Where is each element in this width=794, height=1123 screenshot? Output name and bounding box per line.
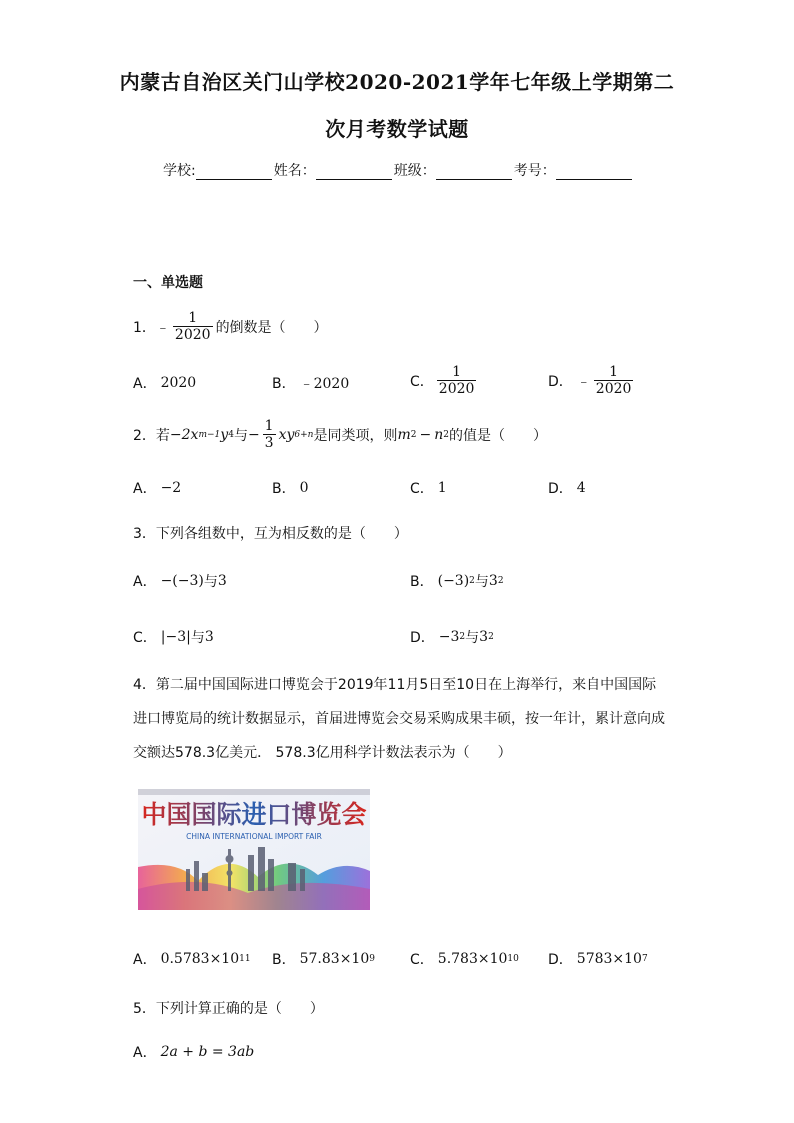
- q2-expr-n-exp: 2: [443, 429, 449, 440]
- frac-den: 3: [264, 435, 274, 451]
- q2-number: 2．: [133, 427, 156, 444]
- q2-term1-exp2: 4: [228, 429, 234, 440]
- q2-expr-m: m: [397, 426, 411, 443]
- question-5: [133, 998, 324, 1018]
- q3-option-d[interactable]: [410, 627, 494, 647]
- q2-term2: xy: [278, 426, 295, 443]
- q4-option-c[interactable]: [410, 949, 519, 969]
- q1-frac-den: 2020: [174, 327, 211, 343]
- q2-suffix: 的值是（ ）: [449, 427, 547, 444]
- option-label: B．: [272, 952, 296, 968]
- option-label: B．: [272, 481, 296, 497]
- name-label: 姓名：: [273, 163, 316, 179]
- expo-banner-image: [138, 789, 370, 910]
- q3-option-a[interactable]: [133, 571, 227, 591]
- option-label: A．: [133, 376, 157, 392]
- q4-line1: 4．第二届中国国际进口博览会于2019年11月5日至10日在上海举行，来自中国国际: [133, 677, 657, 693]
- exam-title-line2: 次月考数学试题: [325, 117, 469, 141]
- option-label: C．: [133, 630, 157, 646]
- option-right-exp: 2: [497, 576, 504, 586]
- q1-frac-num: 1: [188, 310, 198, 326]
- expo-banner-subtitle: CHINA INTERNATIONAL IMPORT FAIR: [186, 832, 322, 841]
- q2-option-c[interactable]: [410, 478, 447, 498]
- option-connector: 与: [190, 630, 205, 646]
- option-connector: 与: [465, 630, 480, 646]
- q1-option-b[interactable]: [272, 373, 349, 393]
- option-label: C．: [410, 373, 434, 390]
- option-label: B．: [272, 376, 296, 392]
- option-exp: 11: [239, 954, 251, 964]
- option-text: 1: [437, 480, 447, 496]
- q2-term1-exp1: m−1: [198, 429, 221, 440]
- option-mantissa: 5.783×10: [437, 951, 508, 967]
- option-exp: 7: [641, 954, 648, 964]
- frac-num: 1: [264, 418, 274, 434]
- option-label: A．: [133, 952, 157, 968]
- option-label: D．: [548, 952, 573, 968]
- frac-num: 1: [609, 364, 619, 380]
- q2-expr-n: n: [434, 426, 444, 443]
- option-expr: 2a + b = 3ab: [160, 1044, 255, 1060]
- option-exp: 9: [369, 954, 375, 964]
- student-info-row: [163, 160, 634, 180]
- q1-option-d[interactable]: [548, 364, 636, 397]
- q1-c-fraction: [437, 364, 477, 397]
- option-base: (−3): [437, 573, 470, 589]
- q2-minus: −: [247, 426, 260, 443]
- q2-option-b[interactable]: [272, 478, 309, 498]
- option-text: 0: [299, 480, 309, 496]
- option-exp: 2: [469, 576, 475, 586]
- q2-mid-text: 是同类项，则: [313, 427, 398, 444]
- frac-num: 1: [452, 364, 462, 380]
- q2-term2-exp: 6+n: [294, 429, 314, 440]
- option-expr: −(−3): [160, 573, 204, 589]
- q4-line2: 进口博览局的统计数据显示，首届进博览会交易采购成果丰硕，按一年计，累计意向成: [133, 711, 665, 727]
- option-text: 4: [576, 480, 586, 496]
- option-label: A．: [133, 1045, 157, 1061]
- option-exp: 10: [507, 954, 519, 964]
- q1-fraction: [173, 310, 213, 343]
- question-4: [133, 668, 673, 770]
- option-label: D．: [410, 630, 435, 646]
- frac-den: 2020: [438, 381, 475, 397]
- q1-number: 1．: [133, 319, 156, 336]
- option-label: D．: [548, 373, 573, 390]
- option-base: −3: [438, 629, 460, 645]
- school-blank[interactable]: [196, 163, 272, 180]
- section-title: 一、单选题: [133, 275, 203, 291]
- option-text: ﹣2020: [299, 376, 350, 392]
- q2-expr-m-exp: 2: [410, 429, 417, 440]
- q2-term1-y: y: [220, 426, 229, 443]
- q4-option-d[interactable]: [548, 949, 648, 969]
- q1-option-c[interactable]: [410, 364, 479, 397]
- option-mantissa: 57.83×10: [299, 951, 370, 967]
- option-right-exp: 2: [488, 632, 494, 642]
- option-right: 3: [204, 629, 214, 645]
- q1-sign: ﹣: [155, 319, 170, 336]
- expo-banner-title: 中国国际进口博览会: [141, 800, 367, 829]
- option-label: B．: [410, 574, 434, 590]
- q2-fraction: [263, 418, 276, 451]
- question-2: [133, 418, 547, 451]
- option-label: D．: [548, 481, 573, 497]
- exam-number-label: 考号：: [513, 163, 556, 179]
- option-right: 3: [479, 629, 489, 645]
- q1-d-fraction: [594, 364, 634, 397]
- option-right: 3: [488, 573, 498, 589]
- q4-option-a[interactable]: [133, 949, 251, 969]
- q2-option-d[interactable]: [548, 478, 586, 498]
- class-blank[interactable]: [436, 163, 512, 180]
- q1-option-a[interactable]: [133, 373, 196, 393]
- exam-title-line1: 内蒙古自治区关门山学校2020-2021学年七年级上学期第二: [119, 70, 675, 94]
- question-1: [133, 310, 328, 343]
- q5-option-a[interactable]: [133, 1042, 254, 1062]
- option-connector: 与: [203, 574, 218, 590]
- option-expr: |−3|: [160, 629, 191, 645]
- q3-option-b[interactable]: [410, 571, 504, 591]
- class-label: 班级：: [393, 163, 436, 179]
- option-label: A．: [133, 481, 157, 497]
- option-right: 3: [217, 573, 227, 589]
- q1-suffix: 的倒数是（ ）: [215, 319, 328, 336]
- q2-prefix: 若: [155, 427, 170, 444]
- option-sign: ﹣: [576, 373, 591, 390]
- question-3: [133, 523, 408, 543]
- option-label: C．: [410, 952, 434, 968]
- option-exp: 2: [459, 632, 466, 642]
- expo-banner-graphic: [138, 789, 370, 910]
- q4-option-b[interactable]: [272, 949, 375, 969]
- option-label: A．: [133, 574, 157, 590]
- q3-text: 3．下列各组数中，互为相反数的是（ ）: [133, 526, 408, 542]
- q3-option-c[interactable]: [133, 627, 214, 647]
- q2-connector: 与: [233, 427, 248, 444]
- q4-line3: 交额达578.3亿美元． 578.3亿用科学计数法表示为（ ）: [133, 745, 512, 761]
- option-text: −2: [160, 480, 182, 496]
- option-mantissa: 5783×10: [576, 951, 642, 967]
- q2-expr-op: −: [419, 426, 432, 443]
- name-blank[interactable]: [316, 163, 392, 180]
- q2-term1: −2x: [169, 426, 199, 443]
- frac-den: 2020: [595, 381, 632, 397]
- q2-option-a[interactable]: [133, 478, 181, 498]
- option-mantissa: 0.5783×10: [160, 951, 240, 967]
- school-label: 学校:: [163, 163, 196, 179]
- option-text: 2020: [160, 375, 197, 391]
- option-connector: 与: [474, 574, 489, 590]
- q5-text: 5．下列计算正确的是（ ）: [133, 1001, 324, 1017]
- option-label: C．: [410, 481, 434, 497]
- exam-number-blank[interactable]: [556, 163, 632, 180]
